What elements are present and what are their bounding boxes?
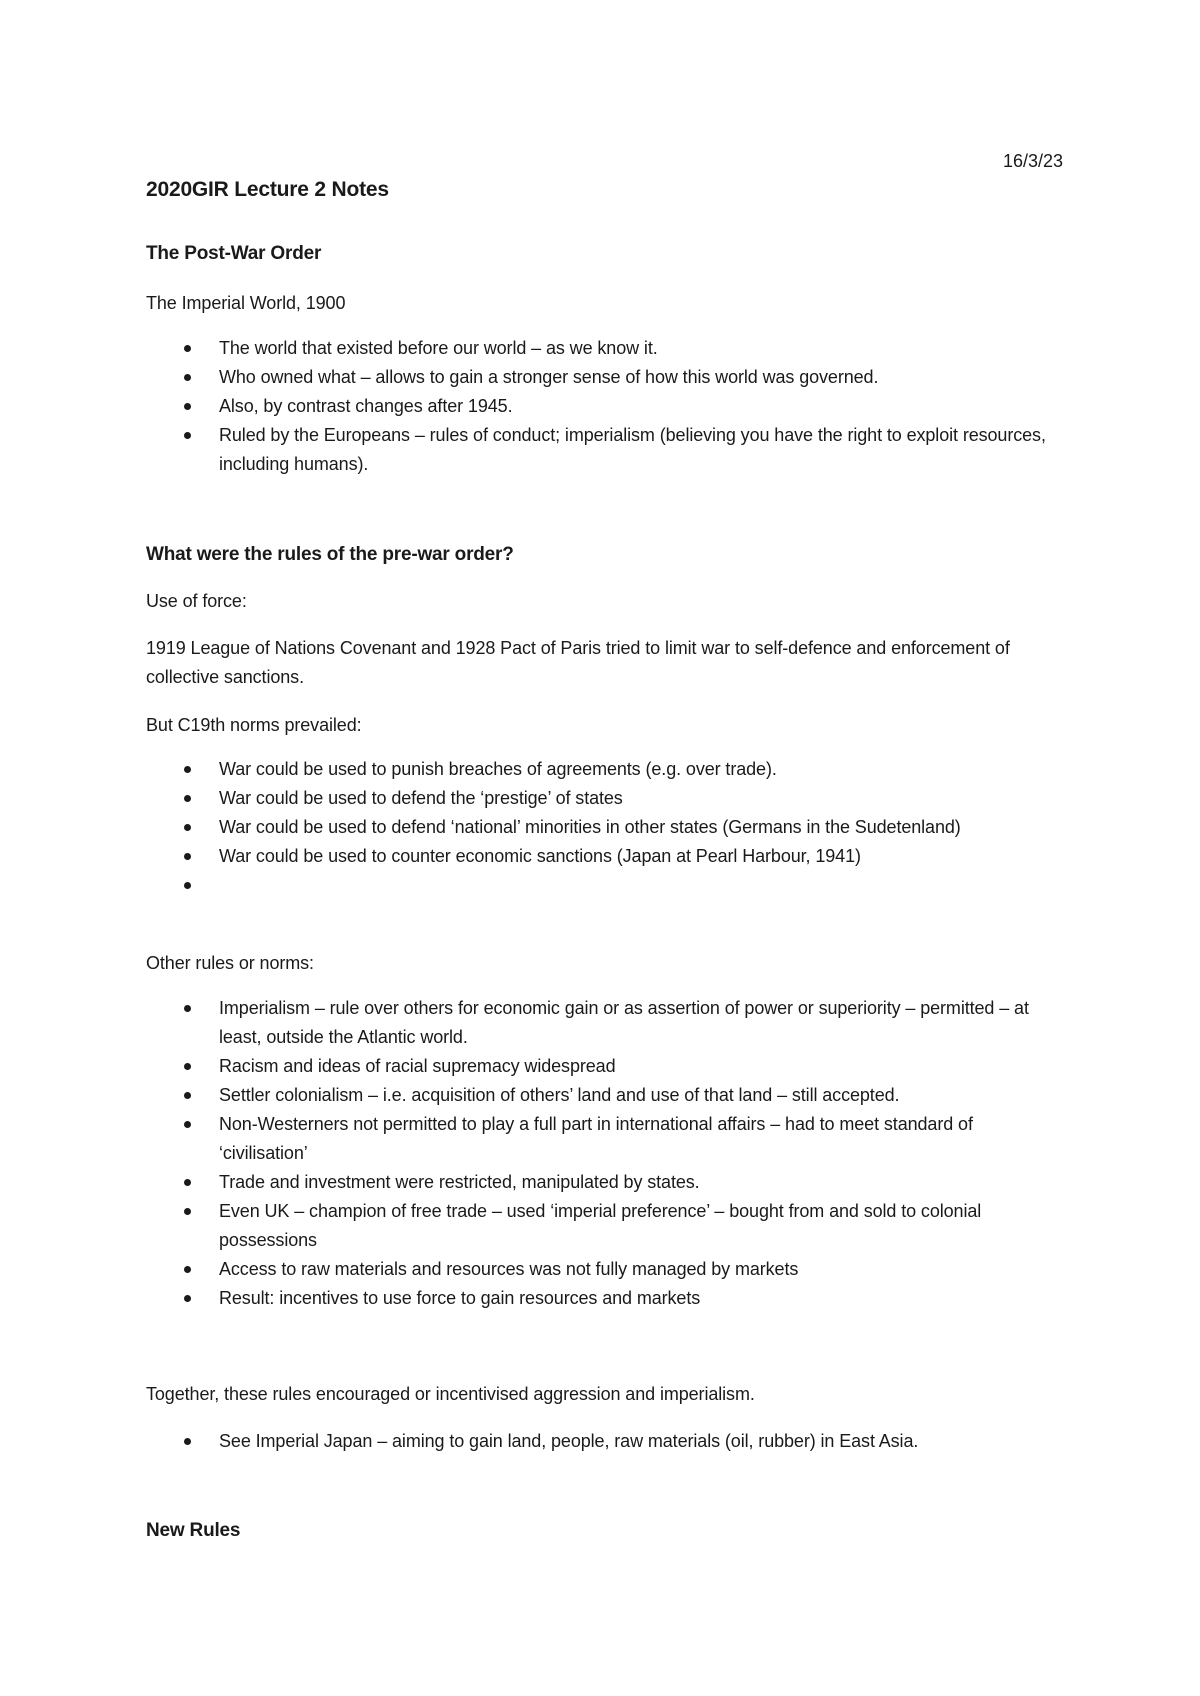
bullet-icon bbox=[184, 1179, 191, 1186]
list-item: War could be used to punish breaches of agreements (e.g. over trade). bbox=[146, 755, 1066, 784]
list-item: Result: incentives to use force to gain resources and markets bbox=[146, 1284, 1066, 1313]
use-of-force-label: Use of force: bbox=[146, 591, 247, 611]
bullet-icon bbox=[184, 795, 191, 802]
bullet-icon bbox=[184, 374, 191, 381]
list-item: Who owned what – allows to gain a stronger sense of how this world was governed. bbox=[146, 363, 1066, 392]
section-heading-pre-war-rules: What were the rules of the pre-war order? bbox=[146, 544, 514, 565]
document-date: 16/3/23 bbox=[1002, 151, 1063, 171]
list-item bbox=[146, 871, 1066, 900]
list-item: Imperialism – rule over others for economic gain or as assertion of power or superiority – permitted – at least, outside the Atlantic world. bbox=[146, 994, 1066, 1052]
list-item: See Imperial Japan – aiming to gain land, people, raw materials (oil, rubber) in East Asia. bbox=[146, 1427, 1066, 1456]
bullet-list-other-rules bbox=[146, 994, 1066, 1313]
bullet-icon bbox=[184, 432, 191, 439]
bullet-icon bbox=[184, 1121, 191, 1128]
section-label-imperial-world: The Imperial World, 1900 bbox=[146, 293, 346, 313]
bullet-icon bbox=[184, 853, 191, 860]
bullet-icon bbox=[184, 1266, 191, 1273]
document-page bbox=[146, 0, 1066, 1696]
bullet-icon bbox=[184, 1438, 191, 1445]
document-subtitle: The Post-War Order bbox=[146, 243, 322, 264]
bullet-icon bbox=[184, 1005, 191, 1012]
section-heading-new-rules: New Rules bbox=[146, 1520, 241, 1541]
list-item: Non-Westerners not permitted to play a full part in international affairs – had to meet standard of ‘civilisation’ bbox=[146, 1110, 1066, 1168]
list-item: Even UK – champion of free trade – used ‘imperial preference’ – bought from and sold to colonial possessions bbox=[146, 1197, 1066, 1255]
bullet-icon bbox=[184, 403, 191, 410]
document-title: 2020GIR Lecture 2 Notes bbox=[146, 178, 389, 201]
other-rules-intro: Other rules or norms: bbox=[146, 953, 314, 973]
list-item: Settler colonialism – i.e. acquisition of others’ land and use of that land – still accepted. bbox=[146, 1081, 1066, 1110]
bullet-list-imperial-world bbox=[146, 334, 1066, 479]
list-item: Trade and investment were restricted, manipulated by states. bbox=[146, 1168, 1066, 1197]
norms-intro: But C19th norms prevailed: bbox=[146, 715, 362, 735]
list-item: Also, by contrast changes after 1945. bbox=[146, 392, 1066, 421]
together-paragraph: Together, these rules encouraged or incentivised aggression and imperialism. bbox=[146, 1384, 755, 1404]
list-item: Access to raw materials and resources was not fully managed by markets bbox=[146, 1255, 1066, 1284]
bullet-list-norms bbox=[146, 755, 1066, 900]
bullet-icon bbox=[184, 882, 191, 889]
league-of-nations-paragraph: 1919 League of Nations Covenant and 1928 Pact of Paris tried to limit war to self-defence and enforcement of collective sanctions. bbox=[146, 638, 1010, 687]
list-item: The world that existed before our world – as we know it. bbox=[146, 334, 1066, 363]
bullet-icon bbox=[184, 1092, 191, 1099]
bullet-icon bbox=[184, 345, 191, 352]
list-item: War could be used to defend ‘national’ minorities in other states (Germans in the Sudetenland) bbox=[146, 813, 1066, 842]
bullet-icon bbox=[184, 766, 191, 773]
list-item: Ruled by the Europeans – rules of conduct; imperialism (believing you have the right to exploit resources, including humans). bbox=[146, 421, 1066, 479]
bullet-icon bbox=[184, 1295, 191, 1302]
list-item: Racism and ideas of racial supremacy widespread bbox=[146, 1052, 1066, 1081]
list-item: War could be used to counter economic sanctions (Japan at Pearl Harbour, 1941) bbox=[146, 842, 1066, 871]
bullet-list-together bbox=[146, 1427, 1066, 1456]
bullet-icon bbox=[184, 1063, 191, 1070]
bullet-icon bbox=[184, 1208, 191, 1215]
list-item: War could be used to defend the ‘prestige’ of states bbox=[146, 784, 1066, 813]
bullet-icon bbox=[184, 824, 191, 831]
